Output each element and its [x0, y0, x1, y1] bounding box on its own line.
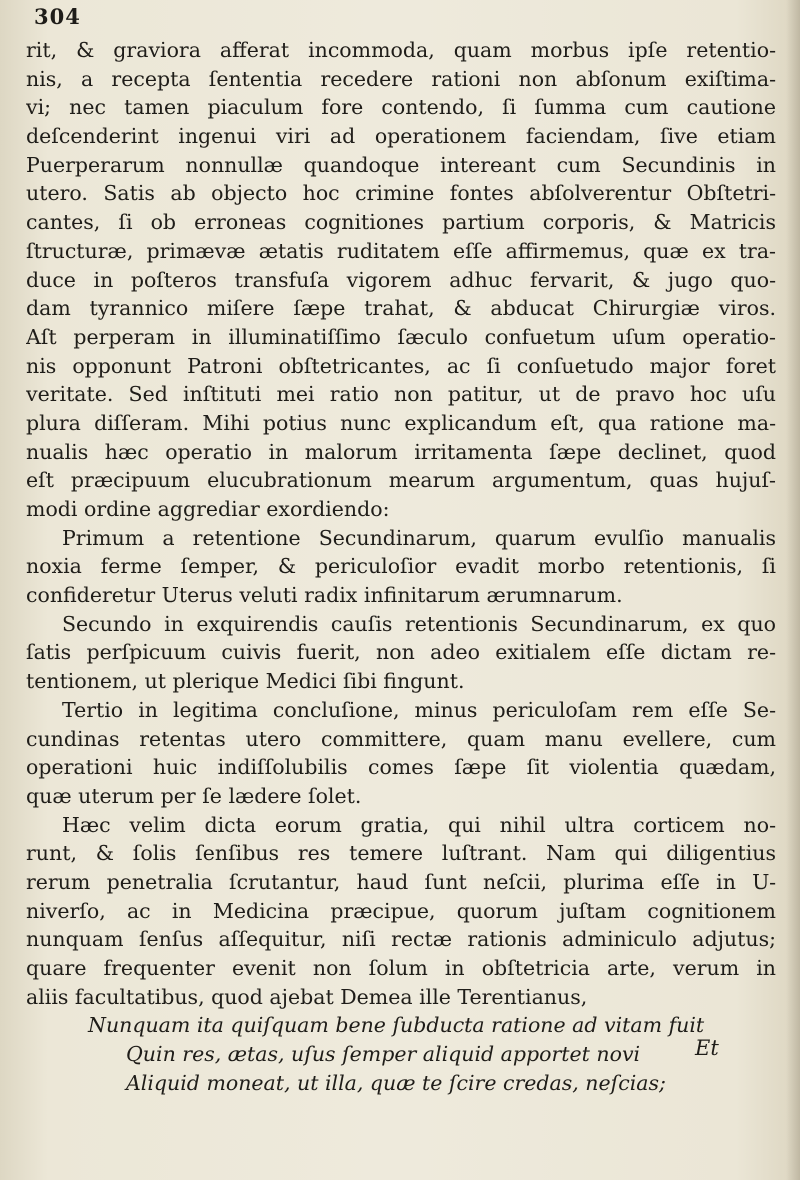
text-line: duce in poſteros transfuſa vigorem adhuc fervarit, & jugo quo- — [26, 267, 776, 292]
text-line: Hæc velim dicta eorum gratia, qui nihil ultra corticem no- — [62, 812, 776, 837]
text-line: quæ uterum per ſe lædere ſolet. — [26, 783, 362, 808]
text-line: confideretur Uterus veluti radix infinitarum ærumnarum. — [26, 583, 623, 608]
verse-line: Nunquam ita quiſquam bene ſubducta ratione ad vitam fuit — [88, 1013, 705, 1038]
body-text — [26, 36, 776, 1097]
text-line: runt, & ſolis ſenſibus res temere luſtrant. Nam qui diligentius — [26, 841, 776, 866]
text-line: utero. Satis ab objecto hoc crimine fontes abſolverentur Obſtetri- — [26, 181, 776, 206]
catchword: Et — [695, 1036, 719, 1060]
text-line: operationi huic indiſſolubilis comes ſæpe ſit violentia quædam, — [26, 755, 776, 780]
text-line: veritate. Sed inſtituti mei ratio non patitur, ut de pravo hoc uſu — [26, 382, 776, 407]
text-line: rit, & graviora afferat incommoda, quam morbus ipſe retentio- — [26, 38, 776, 62]
page-number: 304 — [34, 4, 81, 29]
text-line: vi; nec tamen piaculum fore contendo, ſi ſumma cum cautione — [26, 95, 776, 120]
text-line: Puerperarum nonnullæ quandoque intereant cum Secundinis in — [26, 152, 776, 177]
text-line: niverſo, ac in Medicina præcipue, quorum juſtam cognitionem — [26, 898, 776, 923]
text-line: eſt præcipuum elucubrationum mearum argumentum, quas hujuſ- — [26, 468, 776, 493]
text-line: ſtructuræ, primævæ ætatis ruditatem eſſe affirmemus, quæ ex tra- — [26, 238, 776, 263]
text-line: cantes, ſi ob erroneas cognitiones partium corporis, & Matricis — [26, 210, 776, 235]
verse-line: Quin res, ætas, uſus ſemper aliquid apportet novi — [126, 1042, 641, 1067]
text-line: noxia ferme ſemper, & periculoſior evadit morbo retentionis, ſi — [26, 554, 776, 579]
text-line: aliis facultatibus, quod ajebat Demea ille Terentianus, — [26, 984, 588, 1009]
verse-line: Aliquid moneat, ut illa, quæ te ſcire credas, neſcias; — [126, 1070, 666, 1095]
text-line: quare frequenter evenit non ſolum in obſtetricia arte, verum in — [26, 956, 776, 980]
text-line: Tertio in legitima concluſione, minus periculoſam rem eſſe Se- — [62, 697, 776, 722]
text-line: Primum a retentione Secundinarum, quarum evulſio manualis — [62, 525, 776, 550]
text-line: deſcenderint ingenui viri ad operationem faciendam, ſive etiam — [26, 124, 776, 149]
text-line: Aſt perperam in illuminatiſſimo ſæculo confuetum uſum operatio- — [26, 324, 776, 349]
text-line: nis opponunt Patroni obſtetricantes, ac ſi conſuetudo major foret — [26, 353, 776, 378]
text-line: modi ordine aggrediar exordiendo: — [26, 497, 390, 521]
text-line: nis, a recepta ſententia recedere rationi non abſonum exiſtima- — [26, 66, 776, 91]
text-line: cundinas retentas utero committere, quam manu evellere, cum — [26, 726, 776, 751]
text-line: dam tyrannico miſere ſæpe trahat, & abducat Chirurgiæ viros. — [26, 296, 776, 321]
text-line: tentionem, ut plerique Medici ſibi fingunt. — [26, 669, 465, 694]
text-line: plura diſſeram. Mihi potius nunc explicandum eſt, qua ratione ma- — [26, 410, 776, 435]
text-line: rerum penetralia ſcrutantur, haud ſunt neſcii, plurima eſſe in U- — [26, 869, 776, 894]
page-edge-shadow — [786, 0, 800, 1180]
text-line: ſatis perſpicuum cuivis fuerit, non adeo exitialem eſſe dictam re- — [26, 640, 776, 665]
text-line: nunquam ſenſus aſſequitur, niſi rectæ rationis adminiculo adjutus; — [26, 927, 776, 952]
text-line: Secundo in exquirendis cauſis retentionis Secundinarum, ex quo — [62, 611, 776, 636]
text-line: nualis hæc operatio in malorum irritamenta ſæpe declinet, quod — [26, 439, 776, 464]
